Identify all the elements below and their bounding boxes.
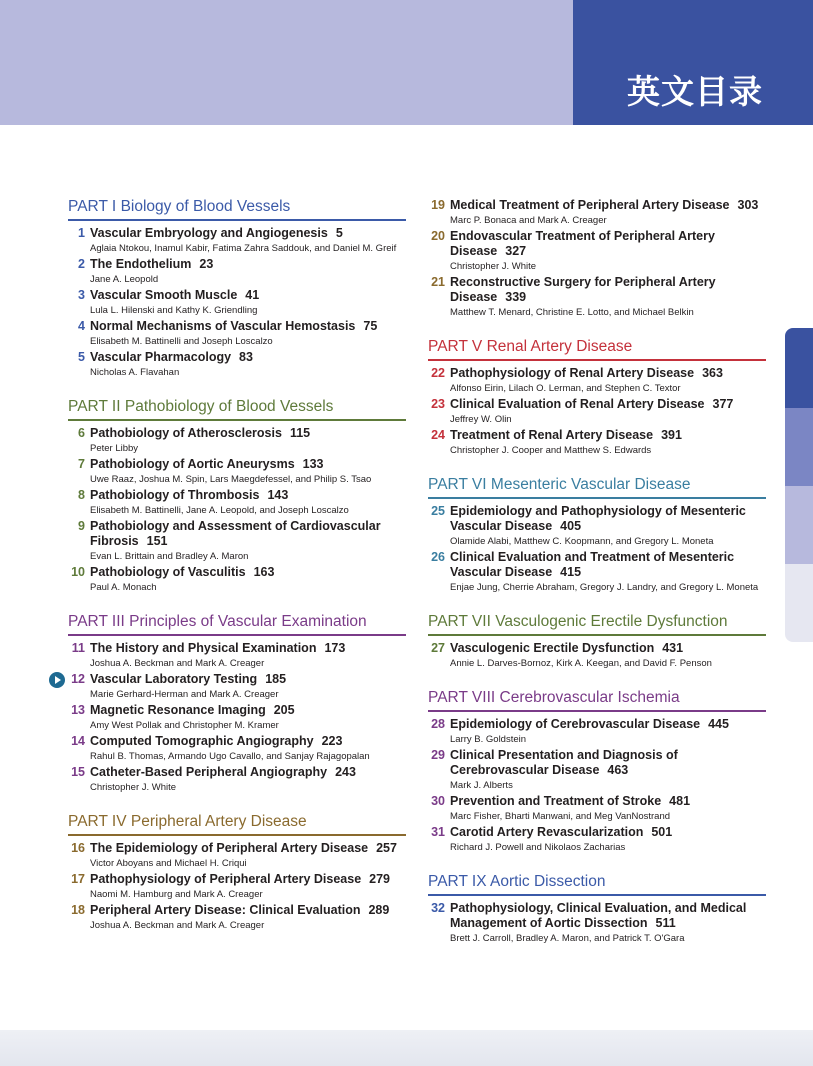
chapter-title-line <box>450 641 766 656</box>
chapter-title: Epidemiology and Pathophysiology of Mesenteric Vascular Disease <box>450 504 746 533</box>
chapter-page: 143 <box>267 488 289 502</box>
chapter-page: 133 <box>302 457 324 471</box>
chapter-number: 20 <box>431 229 445 243</box>
chapter-title: Vasculogenic Erectile Dysfunction <box>450 641 655 655</box>
chapter-title-line <box>450 901 766 931</box>
chapter-body <box>450 794 766 823</box>
chapter-page: 481 <box>669 794 691 808</box>
chapter-title-line <box>90 734 406 749</box>
chapter-number: 6 <box>78 426 85 440</box>
chapter-title: Vascular Smooth Muscle <box>90 288 238 302</box>
chapter-body <box>90 903 406 932</box>
chapter-number: 27 <box>431 641 445 655</box>
chapter-entry[interactable] <box>68 703 406 732</box>
part-heading[interactable] <box>428 689 766 712</box>
chapter-page: 5 <box>335 226 343 240</box>
part-number: PART VI <box>428 476 487 493</box>
side-tab-2[interactable] <box>785 408 813 486</box>
chapter-number: 26 <box>431 550 445 564</box>
chapter-number: 25 <box>431 504 445 518</box>
chapter-body <box>90 226 406 255</box>
chapter-title-line <box>450 198 766 213</box>
part-title: Renal Artery Disease <box>486 338 633 355</box>
section-gap <box>428 596 766 613</box>
chapter-page: 279 <box>369 872 391 886</box>
chapter-page: 405 <box>560 519 582 533</box>
chapter-body <box>450 198 766 227</box>
chapter-number: 16 <box>71 841 85 855</box>
part-heading[interactable] <box>68 398 406 421</box>
chapter-entry[interactable] <box>428 428 766 457</box>
chapter-number: 12 <box>71 672 85 686</box>
chapter-number: 7 <box>78 457 85 471</box>
chapter-title-line <box>90 703 406 718</box>
chapter-number: 9 <box>78 519 85 533</box>
chapter-body <box>450 748 766 792</box>
side-tab-4[interactable] <box>785 564 813 642</box>
chapter-authors: Mark J. Alberts <box>450 780 513 791</box>
chapter-body <box>450 825 766 854</box>
chapter-authors: Nicholas A. Flavahan <box>90 367 180 378</box>
section-gap <box>68 381 406 398</box>
chapter-title-line <box>450 428 766 443</box>
chapter-title: Vascular Laboratory Testing <box>90 672 258 686</box>
chapter-title-line <box>450 366 766 381</box>
chapter-authors: Richard J. Powell and Nikolaos Zacharias <box>450 842 626 853</box>
chapter-body <box>90 672 406 701</box>
chapter-title-line <box>90 257 406 272</box>
chapter-page: 75 <box>363 319 378 333</box>
chapter-title: Computed Tomographic Angiography <box>90 734 314 748</box>
section-gap <box>68 796 406 813</box>
chapter-page: 501 <box>651 825 673 839</box>
chapter-authors: Marie Gerhard-Herman and Mark A. Creager <box>90 689 279 700</box>
toc-right-column <box>428 198 766 947</box>
chapter-title-line <box>90 488 406 503</box>
chapter-entry[interactable] <box>428 397 766 426</box>
chapter-page: 431 <box>662 641 684 655</box>
chapter-page: 327 <box>505 244 527 258</box>
chapter-number: 32 <box>431 901 445 915</box>
chapter-title-line <box>90 841 406 856</box>
chapter-authors: Rahul B. Thomas, Armando Ugo Cavallo, and Sanjay Rajagopalan <box>90 751 370 762</box>
chapter-title: Prevention and Treatment of Stroke <box>450 794 662 808</box>
chapter-authors: Christopher J. White <box>450 261 537 272</box>
chapter-entry[interactable] <box>68 350 406 379</box>
chapter-number: 8 <box>78 488 85 502</box>
chapter-authors: Alfonso Eirin, Lilach O. Lerman, and Stephen C. Textor <box>450 383 681 394</box>
chapter-page: 391 <box>661 428 682 442</box>
chapter-title-line <box>450 748 766 778</box>
chapter-entry[interactable] <box>428 229 766 273</box>
chapter-title: Pathophysiology of Peripheral Artery Disease <box>90 872 362 886</box>
chapter-authors: Amy West Pollak and Christopher M. Kramer <box>90 720 279 731</box>
part-heading[interactable] <box>68 198 406 221</box>
section-gap <box>428 459 766 476</box>
side-tab-1[interactable] <box>785 328 813 408</box>
chapter-body <box>90 426 406 455</box>
header-band-light <box>0 0 573 125</box>
part-number: PART IX <box>428 873 487 890</box>
chapter-number: 23 <box>431 397 445 411</box>
chapter-page: 377 <box>712 397 734 411</box>
part-title: Mesenteric Vascular Disease <box>490 476 691 493</box>
part-heading[interactable] <box>428 873 766 896</box>
chapter-entry[interactable] <box>428 504 766 548</box>
chapter-page: 115 <box>289 426 311 440</box>
chapter-title-line <box>90 765 406 780</box>
chapter-number: 31 <box>431 825 445 839</box>
chapter-authors: Olamide Alabi, Matthew C. Koopmann, and Gregory L. Moneta <box>450 536 714 547</box>
chapter-number: 24 <box>431 428 445 442</box>
chapter-title: Reconstructive Surgery for Peripheral Artery Disease <box>450 275 716 304</box>
chapter-title: Pathobiology of Aortic Aneurysms <box>90 457 295 471</box>
chapter-title-line <box>90 672 406 687</box>
chapter-title: Pathobiology of Vasculitis <box>90 565 246 579</box>
chapter-entry[interactable] <box>428 748 766 792</box>
chapter-number: 14 <box>71 734 85 748</box>
chapter-body <box>90 288 406 317</box>
chapter-authors: Marc P. Bonaca and Mark A. Creager <box>450 215 607 226</box>
chapter-title-line <box>450 504 766 534</box>
part-title: Biology of Blood Vessels <box>120 198 291 215</box>
chapter-authors: Naomi M. Hamburg and Mark A. Creager <box>90 889 263 900</box>
chapter-title: The Epidemiology of Peripheral Artery Disease <box>90 841 369 855</box>
part-title: Aortic Dissection <box>490 873 606 890</box>
chapter-number: 10 <box>71 565 85 579</box>
chapter-title: Clinical Presentation and Diagnosis of Cerebrovascular Disease <box>450 748 678 777</box>
chapter-entry[interactable] <box>68 841 406 870</box>
chapter-body <box>450 275 766 319</box>
chapter-title: Vascular Pharmacology <box>90 350 232 364</box>
chapter-authors: Annie L. Darves-Bornoz, Kirk A. Keegan, and David F. Penson <box>450 658 712 669</box>
chapter-page: 445 <box>708 717 729 731</box>
chapter-authors: Jane A. Leopold <box>90 274 159 285</box>
part-title: Peripheral Artery Disease <box>130 813 307 830</box>
chapter-title-line <box>90 872 406 887</box>
part-title: Pathobiology of Blood Vessels <box>124 398 334 415</box>
chapter-number: 21 <box>431 275 445 289</box>
chapter-entry[interactable] <box>68 903 406 932</box>
part-heading[interactable] <box>428 613 766 636</box>
chapter-authors: Enjae Jung, Cherrie Abraham, Gregory J. Landry, and Gregory L. Moneta <box>450 582 759 593</box>
chapter-body <box>450 717 766 746</box>
chapter-body <box>450 229 766 273</box>
chapter-page: 257 <box>376 841 397 855</box>
chapter-entry[interactable] <box>68 226 406 255</box>
chapter-title: Normal Mechanisms of Vascular Hemostasis <box>90 319 356 333</box>
chapter-title: Treatment of Renal Artery Disease <box>450 428 654 442</box>
chapter-entry[interactable] <box>68 872 406 901</box>
chapter-number: 4 <box>78 319 85 333</box>
chapter-body <box>450 504 766 548</box>
chapter-page: 23 <box>199 257 214 271</box>
chapter-number: 3 <box>78 288 85 302</box>
chapter-number: 15 <box>71 765 85 779</box>
chapter-authors: Uwe Raaz, Joshua M. Spin, Lars Maegdefessel, and Philip S. Tsao <box>90 474 372 485</box>
chapter-entry[interactable] <box>68 319 406 348</box>
part-number: PART I <box>68 198 117 215</box>
chapter-authors: Victor Aboyans and Michael H. Criqui <box>90 858 247 869</box>
chapter-number: 28 <box>431 717 445 731</box>
chapter-entry[interactable] <box>428 717 766 746</box>
chapter-authors: Jeffrey W. Olin <box>450 414 512 425</box>
chapter-title-line <box>90 903 406 918</box>
part-number: PART VIII <box>428 689 496 706</box>
chapter-body <box>90 703 406 732</box>
chapter-page: 223 <box>321 734 343 748</box>
chapter-title-line <box>450 825 766 840</box>
chapter-number: 1 <box>78 226 85 240</box>
chapter-entry[interactable] <box>68 519 406 563</box>
part-title: Principles of Vascular Examination <box>129 613 367 630</box>
chapter-entry[interactable] <box>428 275 766 319</box>
part-number: PART V <box>428 338 483 355</box>
footer-band <box>0 1030 813 1066</box>
chapter-title-line <box>450 794 766 809</box>
chapter-authors: Brett J. Carroll, Bradley A. Maron, and Patrick T. O'Gara <box>450 933 685 944</box>
chapter-entry[interactable] <box>428 641 766 670</box>
chapter-authors: Christopher J. White <box>90 782 177 793</box>
chapter-page: 173 <box>324 641 346 655</box>
chapter-number: 2 <box>78 257 85 271</box>
chapter-title-line <box>90 319 406 334</box>
chapter-entry[interactable] <box>68 257 406 286</box>
play-circle-icon[interactable] <box>49 672 65 688</box>
chapter-body <box>90 641 406 670</box>
chapter-entry[interactable] <box>428 366 766 395</box>
chapter-title: The History and Physical Examination <box>90 641 317 655</box>
chapter-title: Pathophysiology of Renal Artery Disease <box>450 366 695 380</box>
chapter-title: Pathobiology and Assessment of Cardiovascular Fibrosis <box>90 519 381 548</box>
chapter-entry[interactable] <box>68 426 406 455</box>
chapter-title-line <box>450 550 766 580</box>
chapter-body <box>90 872 406 901</box>
chapter-title-line <box>90 565 406 580</box>
chapter-page: 83 <box>239 350 253 364</box>
chapter-title: Medical Treatment of Peripheral Artery Disease <box>450 198 730 212</box>
chapter-page: 339 <box>505 290 527 304</box>
chapter-number: 11 <box>71 641 85 655</box>
chapter-entry[interactable] <box>68 457 406 486</box>
chapter-title: Pathobiology of Thrombosis <box>90 488 260 502</box>
chapter-body <box>90 488 406 517</box>
chapter-entry[interactable] <box>428 825 766 854</box>
chapter-title-line <box>450 717 766 732</box>
chapter-authors: Matthew T. Menard, Christine E. Lotto, and Michael Belkin <box>450 307 694 318</box>
chapter-entry[interactable] <box>68 641 406 670</box>
chapter-number: 19 <box>431 198 445 212</box>
chapter-body <box>450 550 766 594</box>
chapter-title-line <box>90 226 406 241</box>
chapter-body <box>90 457 406 486</box>
chapter-entry[interactable] <box>68 765 406 794</box>
toc-left-column <box>68 198 406 934</box>
chapter-title: Endovascular Treatment of Peripheral Artery Disease <box>450 229 715 258</box>
chapter-page: 243 <box>335 765 356 779</box>
chapter-body <box>450 901 766 945</box>
chapter-body <box>90 765 406 794</box>
chapter-number: 30 <box>431 794 445 808</box>
chapter-number: 29 <box>431 748 445 762</box>
chapter-body <box>450 641 766 670</box>
chapter-page: 185 <box>265 672 287 686</box>
chapter-title: Clinical Evaluation and Treatment of Mesenteric Vascular Disease <box>450 550 735 579</box>
chapter-authors: Elisabeth M. Battinelli, Jane A. Leopold, and Joseph Loscalzo <box>90 505 349 516</box>
chapter-page: 511 <box>655 916 676 930</box>
part-title: Cerebrovascular Ischemia <box>499 689 680 706</box>
chapter-entry[interactable] <box>68 565 406 594</box>
chapter-title-line <box>90 350 406 365</box>
chapter-entry[interactable] <box>68 734 406 763</box>
chapter-number: 13 <box>71 703 85 717</box>
chapter-number: 17 <box>71 872 85 886</box>
chapter-authors: Lula L. Hilenski and Kathy K. Griendling <box>90 305 258 316</box>
chapter-page: 205 <box>273 703 295 717</box>
part-heading[interactable] <box>428 476 766 499</box>
page-title: 英文目录 <box>627 72 763 111</box>
chapter-title: Vascular Embryology and Angiogenesis <box>90 226 328 240</box>
section-gap <box>428 321 766 338</box>
chapter-authors: Joshua A. Beckman and Mark A. Creager <box>90 920 265 931</box>
chapter-authors: Peter Libby <box>90 443 139 454</box>
chapter-title-line <box>450 397 766 412</box>
chapter-entry[interactable] <box>68 288 406 317</box>
side-tab-3[interactable] <box>785 486 813 564</box>
chapter-authors: Marc Fisher, Bharti Manwani, and Meg VanNostrand <box>450 811 671 822</box>
chapter-title: Carotid Artery Revascularization <box>450 825 644 839</box>
section-gap <box>428 856 766 873</box>
chapter-body <box>450 366 766 395</box>
chapter-number: 18 <box>71 903 85 917</box>
chapter-authors: Evan L. Brittain and Bradley A. Maron <box>90 551 249 562</box>
part-number: PART IV <box>68 813 127 830</box>
part-heading[interactable] <box>428 338 766 361</box>
chapter-page: 41 <box>245 288 260 302</box>
chapter-page: 463 <box>607 763 629 777</box>
chapter-authors: Christopher J. Cooper and Matthew S. Edwards <box>450 445 652 456</box>
chapter-authors: Aglaia Ntokou, Inamul Kabir, Fatima Zahra Saddouk, and Daniel M. Greif <box>90 243 397 254</box>
chapter-title-line <box>450 229 766 259</box>
chapter-body <box>450 428 766 457</box>
chapter-title-line <box>90 288 406 303</box>
chapter-title-line <box>90 457 406 472</box>
chapter-body <box>90 841 406 870</box>
chapter-authors: Larry B. Goldstein <box>450 734 527 745</box>
chapter-title-line <box>90 641 406 656</box>
chapter-authors: Elisabeth M. Battinelli and Joseph Loscalzo <box>90 336 273 347</box>
chapter-entry[interactable] <box>428 794 766 823</box>
chapter-title: The Endothelium <box>90 257 192 271</box>
chapter-authors: Paul A. Monach <box>90 582 157 593</box>
part-heading[interactable] <box>68 813 406 836</box>
chapter-page: 363 <box>702 366 723 380</box>
chapter-title: Catheter-Based Peripheral Angiography <box>90 765 328 779</box>
part-title: Vasculogenic Erectile Dysfunction <box>495 613 728 630</box>
chapter-body <box>90 319 406 348</box>
chapter-body <box>90 257 406 286</box>
chapter-entry[interactable] <box>428 198 766 227</box>
chapter-entry[interactable] <box>428 550 766 594</box>
chapter-title: Magnetic Resonance Imaging <box>90 703 266 717</box>
chapter-entry[interactable] <box>68 672 406 701</box>
chapter-title: Peripheral Artery Disease: Clinical Evaluation <box>90 903 361 917</box>
chapter-body <box>90 519 406 563</box>
chapter-entry[interactable] <box>68 488 406 517</box>
chapter-page: 163 <box>253 565 275 579</box>
section-gap <box>428 672 766 689</box>
chapter-title-line <box>90 519 406 549</box>
chapter-body <box>90 734 406 763</box>
chapter-title-line <box>90 426 406 441</box>
chapter-page: 303 <box>737 198 759 212</box>
part-number: PART III <box>68 613 125 630</box>
chapter-page: 289 <box>368 903 390 917</box>
part-heading[interactable] <box>68 613 406 636</box>
chapter-number: 22 <box>431 366 445 380</box>
section-gap <box>68 596 406 613</box>
chapter-body <box>90 350 406 379</box>
part-number: PART VII <box>428 613 491 630</box>
chapter-page: 415 <box>560 565 582 579</box>
chapter-body <box>450 397 766 426</box>
chapter-page: 151 <box>146 534 168 548</box>
chapter-title: Pathophysiology, Clinical Evaluation, and Medical Management of Aortic Dissection <box>450 901 747 930</box>
chapter-title: Pathobiology of Atherosclerosis <box>90 426 282 440</box>
chapter-title-line <box>450 275 766 305</box>
chapter-title: Clinical Evaluation of Renal Artery Disease <box>450 397 705 411</box>
chapter-entry[interactable] <box>428 901 766 945</box>
chapter-body <box>90 565 406 594</box>
part-number: PART II <box>68 398 121 415</box>
chapter-number: 5 <box>78 350 85 364</box>
chapter-title: Epidemiology of Cerebrovascular Disease <box>450 717 701 731</box>
chapter-authors: Joshua A. Beckman and Mark A. Creager <box>90 658 265 669</box>
